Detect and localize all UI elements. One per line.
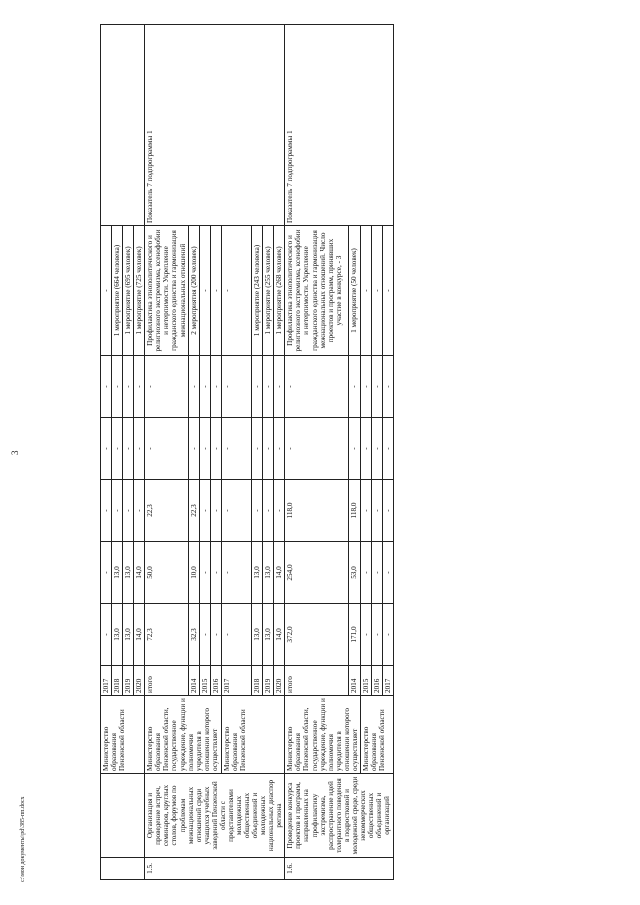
value-cell: 14,0 (274, 604, 285, 666)
value-cell: Профилактика этнополитического и религиозного экстремизма, ксенофобии и нетерпимости. Укрепление гражданского единства и гармонизация межнациональных отношений (145, 226, 188, 356)
value-cell: - (371, 356, 382, 418)
value-cell: - (221, 542, 251, 604)
value-cell: - (383, 480, 394, 542)
value-cell: 13,0 (263, 604, 274, 666)
indicator-cell: Показатель 7 подпрограммы 1 (145, 25, 285, 226)
executor-cell: Министерство образования Пензенской области, государственное учреждение, функции и полномочия учредителя в отношении которого осуществляет (285, 696, 361, 774)
year-cell: 2019 (123, 666, 134, 696)
value-cell: - (188, 418, 199, 480)
value-cell: - (199, 480, 210, 542)
table-row (285, 25, 349, 880)
value-cell: - (145, 356, 188, 418)
value-cell: 1 мероприятие (268 человек) (274, 226, 285, 356)
value-cell: 13,0 (123, 542, 134, 604)
value-cell: - (210, 418, 221, 480)
value-cell: 13,0 (112, 542, 123, 604)
value-cell: - (274, 356, 285, 418)
value-cell: - (112, 480, 123, 542)
value-cell: - (252, 480, 263, 542)
value-cell: - (101, 356, 112, 418)
value-cell: 22,3 (145, 480, 188, 542)
value-cell: - (199, 604, 210, 666)
value-cell: - (263, 356, 274, 418)
value-cell: - (274, 480, 285, 542)
value-cell: - (210, 480, 221, 542)
value-cell: - (263, 418, 274, 480)
item-number: 1.6. (285, 858, 394, 880)
year-cell: 2020 (134, 666, 145, 696)
executor-cell: Министерство образования Пензенской области (101, 696, 145, 774)
value-cell: - (221, 226, 251, 356)
value-cell: 13,0 (263, 542, 274, 604)
value-cell: 2 мероприятия (200 человек) (188, 226, 199, 356)
value-cell: - (134, 480, 145, 542)
value-cell: - (101, 542, 112, 604)
value-cell: - (360, 356, 371, 418)
year-cell: 2014 (188, 666, 199, 696)
year-cell: итого (145, 666, 188, 696)
value-cell: - (101, 604, 112, 666)
value-cell: 50,0 (145, 542, 188, 604)
year-cell: 2020 (274, 666, 285, 696)
year-cell: 2015 (199, 666, 210, 696)
value-cell: 14,0 (134, 542, 145, 604)
year-cell: 2017 (101, 666, 112, 696)
value-cell: - (349, 418, 361, 480)
value-cell: - (199, 226, 210, 356)
value-cell: 254,0 (285, 542, 349, 604)
value-cell: - (252, 418, 263, 480)
value-cell: 32,3 (188, 604, 199, 666)
value-cell: - (210, 604, 221, 666)
year-cell: 2019 (263, 666, 274, 696)
value-cell: 1 мероприятие (50 человек) (349, 226, 361, 356)
value-cell: - (274, 418, 285, 480)
value-cell: - (360, 418, 371, 480)
value-cell: Профилактика этнополитического и религиозного экстремизма, ксенофобии и нетерпимости. Укрепление гражданского единства и гармонизация межнациональных отношений. Число проектов и программ, принявших участие в конкурсе, - 3 (285, 226, 349, 356)
value-cell: 10,0 (188, 542, 199, 604)
value-cell: - (383, 604, 394, 666)
executor-cell: Министерство образования Пензенской области (360, 696, 393, 774)
value-cell: 1 мероприятие (243 человека) (252, 226, 263, 356)
value-cell: - (360, 226, 371, 356)
value-cell: - (371, 480, 382, 542)
value-cell: - (210, 356, 221, 418)
value-cell: - (134, 418, 145, 480)
value-cell: 72,3 (145, 604, 188, 666)
value-cell: - (221, 604, 251, 666)
value-cell: - (371, 542, 382, 604)
value-cell: - (360, 604, 371, 666)
value-cell: - (383, 226, 394, 356)
rotated-page (100, 25, 620, 880)
value-cell: - (134, 356, 145, 418)
value-cell: - (123, 356, 134, 418)
value-cell: - (221, 356, 251, 418)
table-row (145, 25, 188, 880)
value-cell: - (371, 226, 382, 356)
value-cell: - (285, 356, 349, 418)
value-cell: 1 мероприятие (664 человека) (112, 226, 123, 356)
value-cell: 372,0 (285, 604, 349, 666)
value-cell: - (199, 542, 210, 604)
value-cell: 118,0 (285, 480, 349, 542)
value-cell: - (383, 356, 394, 418)
executor-cell: Министерство образования Пензенской области, государственное учреждение, функции и полномочия учредителя в отношении которого осуществляет (145, 696, 222, 774)
value-cell: 13,0 (252, 604, 263, 666)
value-cell: 118,0 (349, 480, 361, 542)
year-cell: 2017 (383, 666, 394, 696)
value-cell: - (145, 418, 188, 480)
value-cell: - (210, 542, 221, 604)
value-cell: - (360, 480, 371, 542)
value-cell (101, 858, 145, 880)
year-cell: 2016 (210, 666, 221, 696)
table-row (101, 25, 112, 880)
value-cell: - (371, 604, 382, 666)
value-cell: 14,0 (274, 542, 285, 604)
year-cell: 2018 (252, 666, 263, 696)
value-cell: - (263, 480, 274, 542)
value-cell: - (188, 356, 199, 418)
value-cell (101, 774, 145, 858)
value-cell: 1 мероприятие (255 человек) (263, 226, 274, 356)
year-cell: 2016 (371, 666, 382, 696)
value-cell: 13,0 (112, 604, 123, 666)
value-cell: - (371, 418, 382, 480)
item-name: Организация и проведение встреч, семинаров, круглых столов, форумов по проблемам межнациональных отношений среди учащихся учебных заведений Пензенской области с представителями молодежных общественных объединений и молодежных национальных диаспор региона (145, 774, 285, 858)
value-cell (101, 25, 145, 226)
value-cell: 1 мероприятие (695 человек) (123, 226, 134, 356)
year-cell: 2018 (112, 666, 123, 696)
year-cell: итого (285, 666, 349, 696)
page-number: 3 (10, 450, 20, 455)
year-cell: 2017 (221, 666, 251, 696)
value-cell: - (199, 418, 210, 480)
value-cell: - (349, 356, 361, 418)
value-cell: 13,0 (123, 604, 134, 666)
value-cell: - (221, 480, 251, 542)
value-cell: - (101, 418, 112, 480)
value-cell: - (383, 418, 394, 480)
value-cell: - (252, 356, 263, 418)
value-cell: - (221, 418, 251, 480)
value-cell: - (123, 480, 134, 542)
value-cell: 1 мероприятие (725 человек) (134, 226, 145, 356)
value-cell: - (210, 226, 221, 356)
executor-cell: Министерство образования Пензенской области (221, 696, 285, 774)
indicator-cell: Показатель 7 подпрограммы 1 (285, 25, 394, 226)
value-cell: - (101, 480, 112, 542)
value-cell: 14,0 (134, 604, 145, 666)
value-cell: - (199, 356, 210, 418)
value-cell: 171,0 (349, 604, 361, 666)
program-table (100, 24, 394, 880)
value-cell: - (112, 356, 123, 418)
value-cell: - (360, 542, 371, 604)
value-cell: 22,3 (188, 480, 199, 542)
item-number: 1.5. (145, 858, 285, 880)
value-cell: - (123, 418, 134, 480)
value-cell: - (112, 418, 123, 480)
footer-file-path: c:\мои документы\pd\385-пп.docx (20, 796, 26, 882)
year-cell: 2014 (349, 666, 361, 696)
value-cell: 13,0 (252, 542, 263, 604)
value-cell: 53,0 (349, 542, 361, 604)
item-name: Проведение конкурса проектов и программ, направленных на профилактику экстремизма, распространение идей толерантного поведения в подростковой и молодежной среде, среди некоммерческих общественных объединений и организаций (285, 774, 394, 858)
value-cell: - (383, 542, 394, 604)
value-cell: - (101, 226, 112, 356)
value-cell: - (285, 418, 349, 480)
year-cell: 2015 (360, 666, 371, 696)
